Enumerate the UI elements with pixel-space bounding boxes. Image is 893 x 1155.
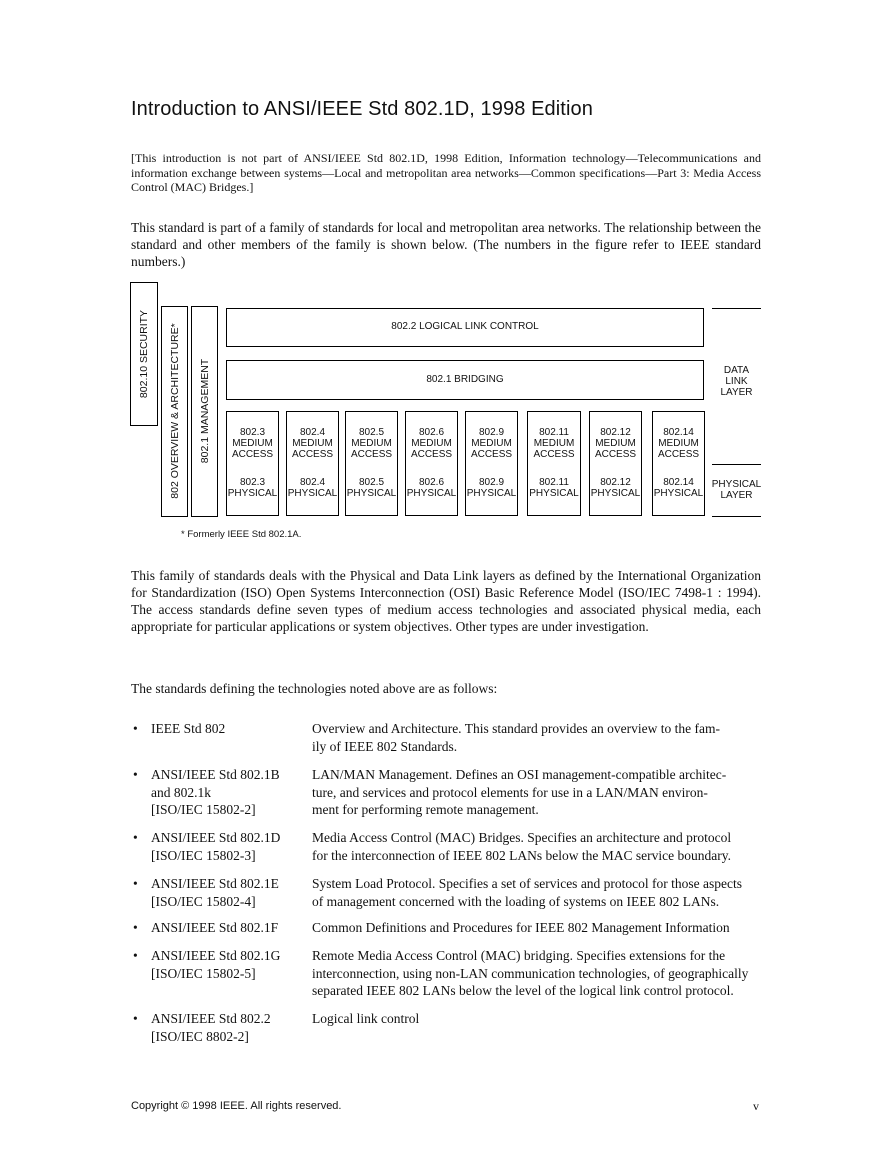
mac-column-802-12 <box>589 411 642 516</box>
standard-desc-line: LAN/MAN Management. Defines an OSI management-compatible architec- <box>312 767 727 782</box>
layer-divider-middle <box>712 464 761 465</box>
standard-description <box>312 875 761 910</box>
access-label: ACCESS <box>657 449 700 460</box>
physical-label: PHYSICAL <box>227 488 278 499</box>
medium-label: MEDIUM <box>232 438 273 449</box>
physical-label: PHYSICAL <box>287 488 338 499</box>
standard-id-line: IEEE Std 802 <box>151 721 226 736</box>
llc-label: 802.2 LOGICAL LINK CONTROL <box>391 321 539 332</box>
phy-number: 802.9 <box>478 477 505 488</box>
access-label: ACCESS <box>291 449 334 460</box>
medium-label: MEDIUM <box>658 438 699 449</box>
bullet: • <box>133 876 138 891</box>
mac-number: 802.4 <box>299 427 326 438</box>
access-label: ACCESS <box>533 449 575 460</box>
mac-column-802-11 <box>527 411 581 516</box>
standard-desc-line: of management concerned with the loading of systems on IEEE 802 LANs. <box>312 893 720 909</box>
standard-desc-line: ment for performing remote management. <box>312 802 539 817</box>
mac-number: 802.6 <box>418 427 445 438</box>
access-label: ACCESS <box>470 449 513 460</box>
standard-description <box>312 947 761 1000</box>
access-label: ACCESS <box>410 449 453 460</box>
page-title: Introduction to ANSI/IEEE Std 802.1D, 1998 Edition <box>131 98 593 120</box>
management-label: 802.1 MANAGEMENT <box>198 358 211 464</box>
standard-desc-line: for the interconnection of IEEE 802 LANs below the MAC service boundary. <box>312 847 732 863</box>
physical-label: PHYSICAL <box>346 488 397 499</box>
standard-id-line: [ISO/IEC 15802-5] <box>151 965 256 981</box>
intro-note: [This introduction is not part of ANSI/IEEE Std 802.1D, 1998 Edition, Information technology—Telecommunications and information exchange between systems—Local and metropolitan area networks—Common specifications—Part 3: Media Access Control (MAC) Bridges.] <box>131 151 761 194</box>
bullet: • <box>133 721 138 736</box>
phy-number: 802.5 <box>358 477 385 488</box>
mac-number: 802.14 <box>663 427 694 438</box>
phy-number: 802.4 <box>299 477 326 488</box>
bullet: • <box>133 830 138 845</box>
standard-desc-line: Media Access Control (MAC) Bridges. Specifies an architecture and protocol <box>312 830 732 845</box>
standard-description <box>312 1010 761 1028</box>
standard-id-line: ANSI/IEEE Std 802.2 <box>151 1011 271 1026</box>
paragraph-osi-layers: This family of standards deals with the Physical and Data Link layers as defined by the International Organization for Standardization (ISO) Open Systems Interconnection (OSI) Basic Reference Model (ISO/IEC 7498-1 : 1994). The access standards define seven types of medium access technologies and associated physical media, each appropriate for particular applications or system objectives. Other types are under investigation. <box>131 568 761 634</box>
medium-label: MEDIUM <box>471 438 512 449</box>
phy-number: 802.3 <box>239 477 266 488</box>
standard-description <box>312 919 761 937</box>
standard-id <box>151 875 301 910</box>
standard-id-line: [ISO/IEC 15802-3] <box>151 847 256 863</box>
paragraph-standards-intro: The standards defining the technologies noted above are as follows: <box>131 681 498 696</box>
phy-number: 802.6 <box>418 477 445 488</box>
mac-column-802-5 <box>345 411 398 516</box>
mac-column-802-3 <box>226 411 279 516</box>
standard-id <box>151 720 301 738</box>
medium-label: MEDIUM <box>351 438 392 449</box>
mac-number: 802.9 <box>478 427 505 438</box>
standard-id-line: and 802.1k <box>151 784 211 800</box>
standard-id-line: ANSI/IEEE Std 802.1F <box>151 920 279 935</box>
medium-label: MEDIUM <box>292 438 333 449</box>
layer-divider-bottom <box>712 516 761 517</box>
standard-id-line: ANSI/IEEE Std 802.1G <box>151 948 281 963</box>
standard-id <box>151 1010 301 1045</box>
mac-number: 802.5 <box>358 427 385 438</box>
access-label: ACCESS <box>594 449 637 460</box>
standard-desc-line: ture, and services and protocol elements for use in a LAN/MAN environ- <box>312 784 708 800</box>
bridging-box <box>226 360 704 400</box>
standard-description <box>312 720 761 755</box>
footer-copyright: Copyright © 1998 IEEE. All rights reserved. <box>131 1100 342 1112</box>
medium-label: MEDIUM <box>411 438 452 449</box>
bullet: • <box>133 920 138 935</box>
mac-number: 802.3 <box>239 427 266 438</box>
physical-label: PHYSICAL <box>529 488 579 499</box>
standard-id <box>151 919 301 937</box>
physical-label: PHYSICAL <box>466 488 517 499</box>
standard-id-line: ANSI/IEEE Std 802.1E <box>151 876 279 891</box>
phy-number: 802.14 <box>663 477 694 488</box>
phy-number: 802.11 <box>539 477 569 488</box>
mac-column-802-4 <box>286 411 339 516</box>
paragraph-family-relationship: This standard is part of a family of standards for local and metropolitan area networks. The relationship between the standard and other members of the family is shown below. (The numbers in the figure refer to IEEE standard numbers.) <box>131 220 761 269</box>
bullet: • <box>133 948 138 963</box>
standard-desc-line: Overview and Architecture. This standard provides an overview to the fam- <box>312 721 720 736</box>
layer-divider-top <box>712 308 761 309</box>
standard-id-line: [ISO/IEC 15802-4] <box>151 893 256 909</box>
physical-layer-label: PHYSICAL LAYER <box>711 479 762 501</box>
data-link-layer-label: DATA LINK LAYER <box>720 365 753 398</box>
standard-id-line: [ISO/IEC 8802-2] <box>151 1028 249 1044</box>
standard-description <box>312 829 761 864</box>
overview-architecture-label: 802 OVERVIEW & ARCHITECTURE* <box>168 323 181 499</box>
medium-label: MEDIUM <box>533 438 575 449</box>
mac-column-802-9 <box>465 411 518 516</box>
phy-number: 802.12 <box>600 477 631 488</box>
standard-desc-line: interconnection, using non-LAN communication technologies, of geographically <box>312 965 749 981</box>
standard-id <box>151 829 301 864</box>
standard-id <box>151 766 301 819</box>
standard-id-line: ANSI/IEEE Std 802.1D <box>151 830 281 845</box>
access-label: ACCESS <box>350 449 393 460</box>
access-label: ACCESS <box>231 449 274 460</box>
mac-column-802-14 <box>652 411 705 516</box>
standard-desc-line: ily of IEEE 802 Standards. <box>312 738 458 754</box>
standard-description <box>312 766 761 819</box>
physical-label: PHYSICAL <box>653 488 704 499</box>
standard-desc-line: System Load Protocol. Specifies a set of services and protocol for those aspects <box>312 876 743 891</box>
medium-label: MEDIUM <box>595 438 636 449</box>
mac-number: 802.11 <box>539 427 569 438</box>
mac-column-802-6 <box>405 411 458 516</box>
physical-label: PHYSICAL <box>406 488 457 499</box>
physical-label: PHYSICAL <box>590 488 641 499</box>
standard-desc-line: separated IEEE 802 LANs below the level of the logical link control protocol. <box>312 983 734 998</box>
bullet: • <box>133 1011 138 1026</box>
security-label: 802.10 SECURITY <box>138 309 150 399</box>
bridging-label: 802.1 BRIDGING <box>426 374 504 385</box>
standard-desc-line: Common Definitions and Procedures for IEEE 802 Management Information <box>312 920 730 935</box>
standard-id <box>151 947 301 982</box>
standard-desc-line: Remote Media Access Control (MAC) bridging. Specifies extensions for the <box>312 948 726 963</box>
diagram-footnote: * Formerly IEEE Std 802.1A. <box>181 529 302 540</box>
page-number: v <box>753 1099 759 1113</box>
mac-number: 802.12 <box>600 427 631 438</box>
bullet: • <box>133 767 138 782</box>
standard-desc-line: Logical link control <box>312 1011 420 1026</box>
llc-box <box>226 308 704 347</box>
standard-id-line: ANSI/IEEE Std 802.1B <box>151 767 280 782</box>
standard-id-line: [ISO/IEC 15802-2] <box>151 802 256 817</box>
